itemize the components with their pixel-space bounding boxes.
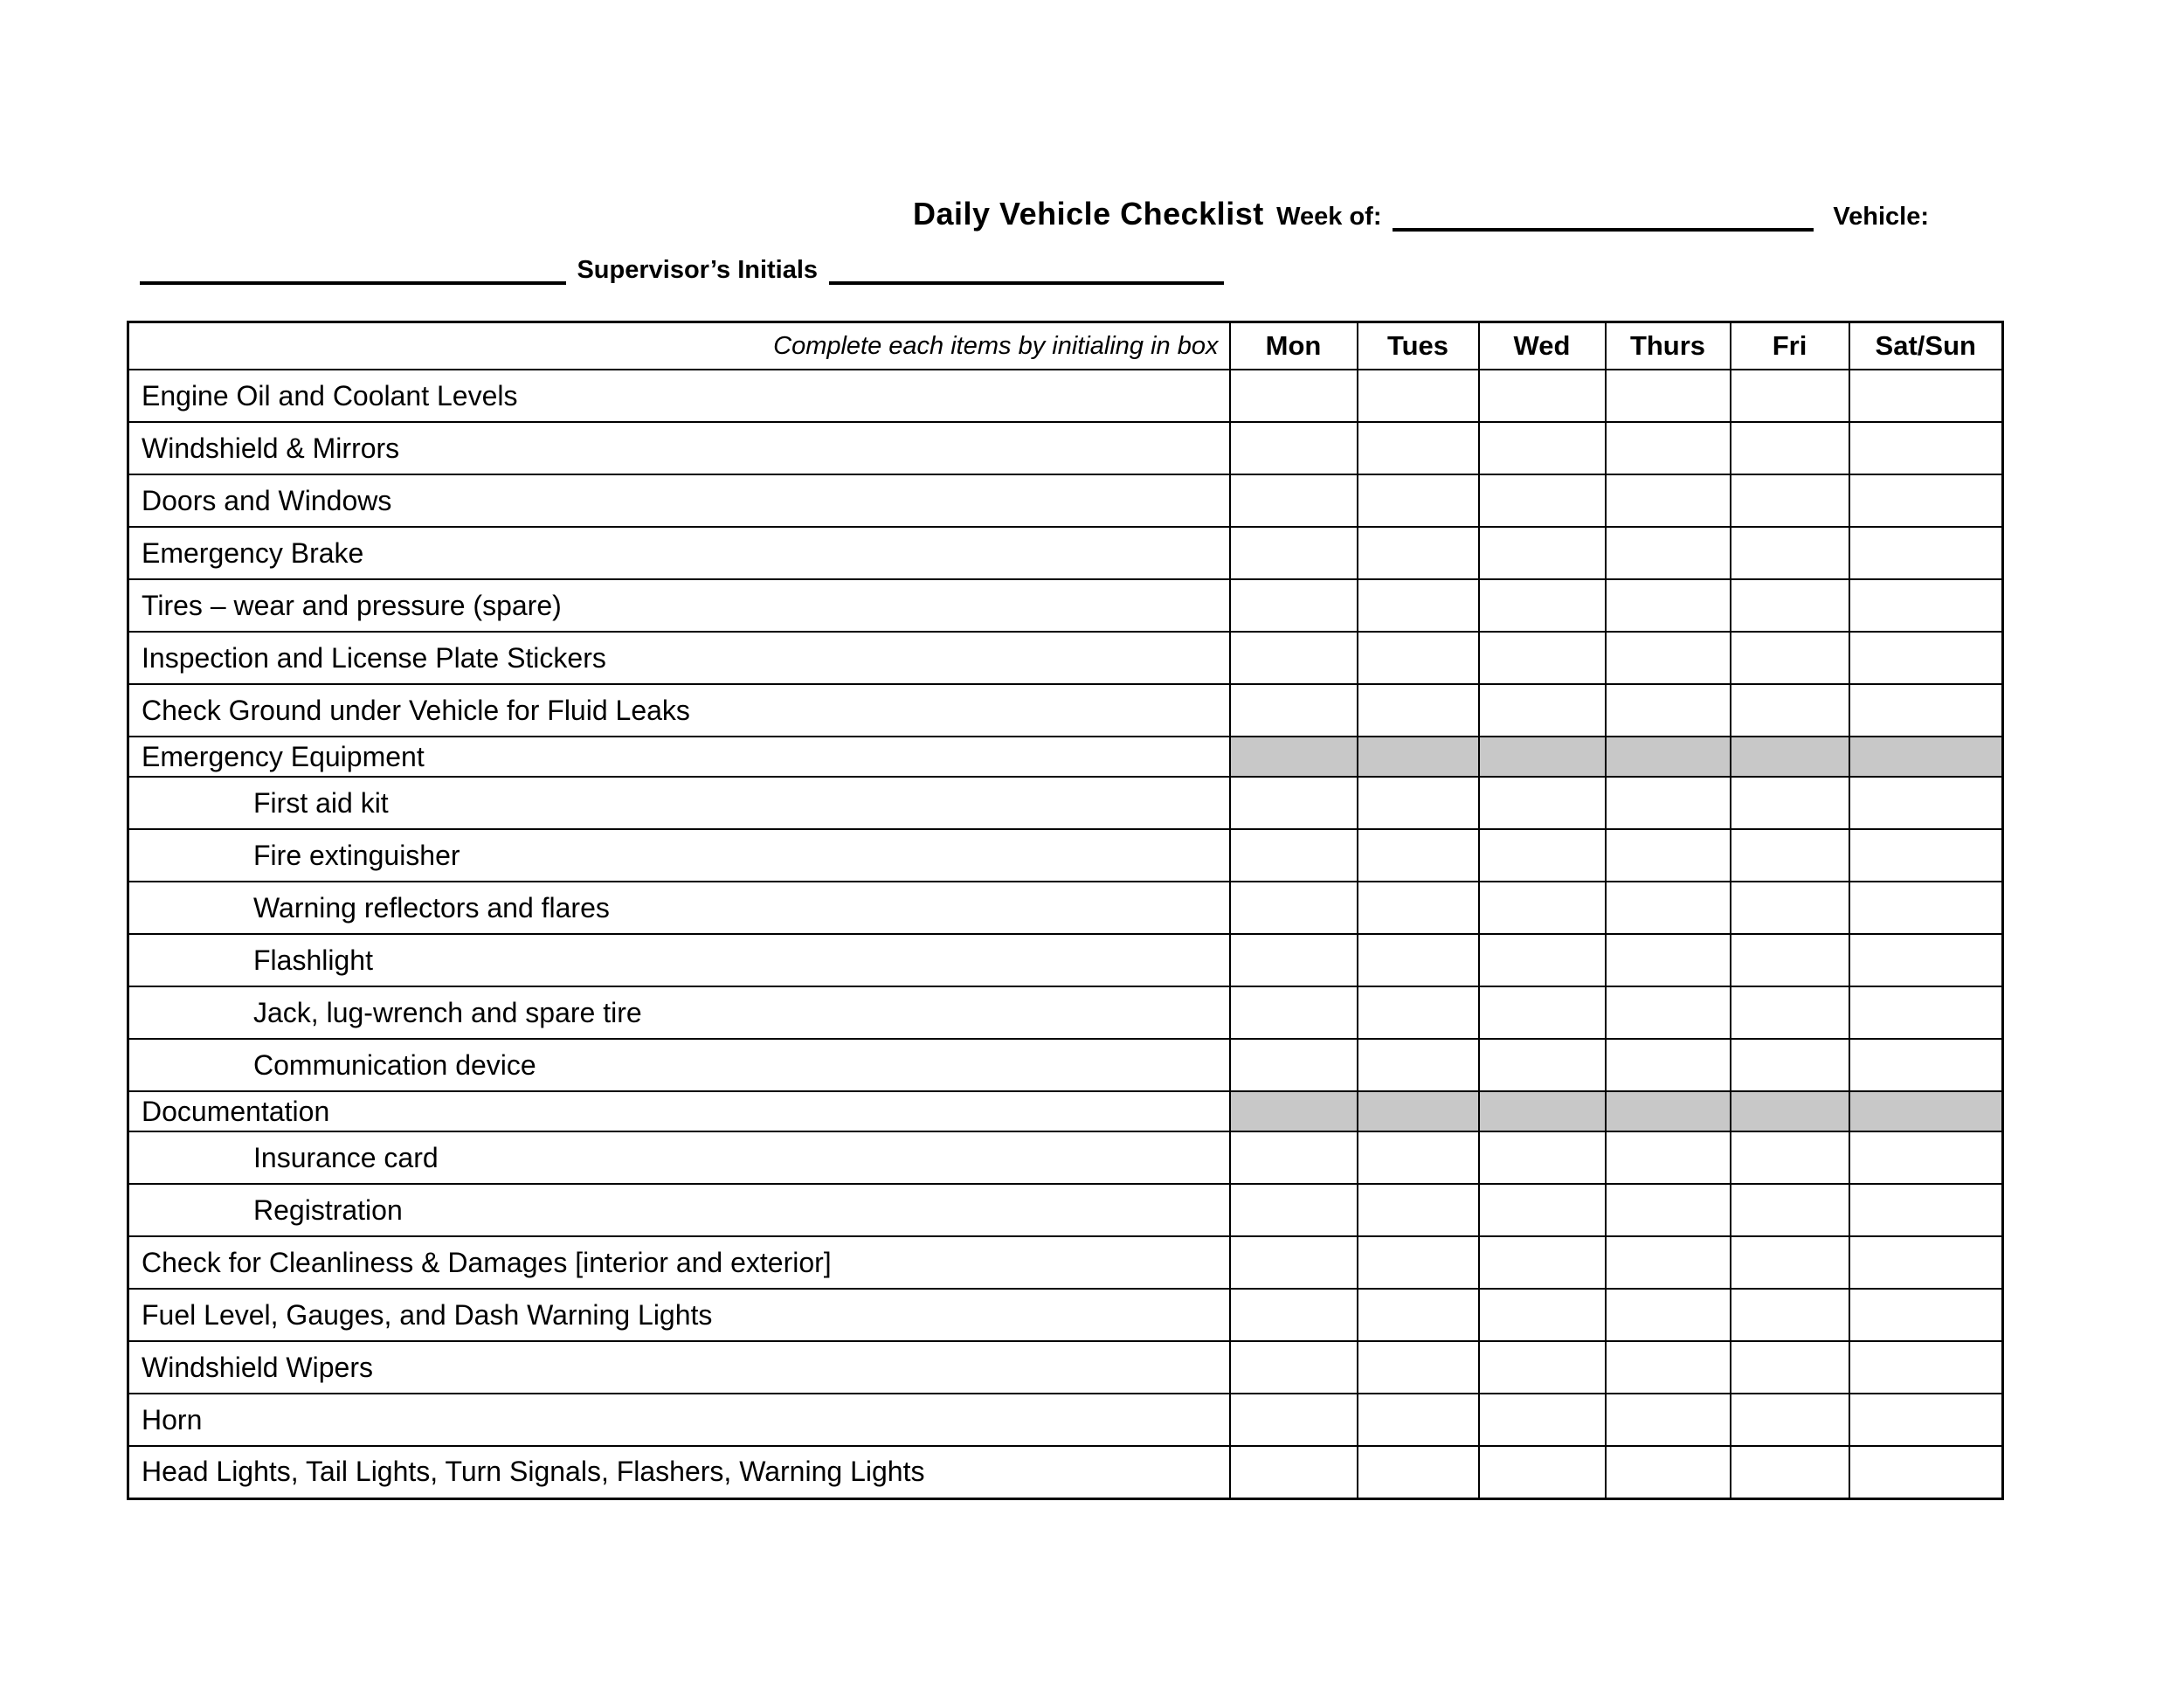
day-header-mon: Mon (1230, 322, 1358, 370)
initial-cell-fuel-level-gauges-and-dash-warning-lights-sat-sun[interactable] (1849, 1289, 2003, 1341)
initial-cell-inspection-and-license-plate-stickers-fri[interactable] (1731, 632, 1849, 684)
initial-cell-jack-lug-wrench-and-spare-tire-thurs[interactable] (1606, 986, 1731, 1039)
initial-cell-communication-device-fri[interactable] (1731, 1039, 1849, 1091)
item-label: Fuel Level, Gauges, and Dash Warning Lights (128, 1289, 1230, 1341)
item-label: Tires – wear and pressure (spare) (128, 579, 1230, 632)
section-shaded-cell-wed (1479, 737, 1606, 777)
table-row-check-for-cleanliness-damages-interior-and-exterior (128, 1236, 2003, 1289)
initial-cell-flashlight-mon[interactable] (1230, 934, 1358, 986)
initial-cell-insurance-card-sat-sun[interactable] (1849, 1131, 2003, 1184)
initial-cell-head-lights-tail-lights-turn-signals-flashers-warning-lights-mon[interactable] (1230, 1446, 1358, 1498)
page-title: Daily Vehicle Checklist (913, 196, 1264, 232)
initial-cell-warning-reflectors-and-flares-fri[interactable] (1731, 882, 1849, 934)
initial-cell-first-aid-kit-thurs[interactable] (1606, 777, 1731, 829)
initial-cell-jack-lug-wrench-and-spare-tire-fri[interactable] (1731, 986, 1849, 1039)
initial-cell-fire-extinguisher-tues[interactable] (1358, 829, 1479, 882)
initial-cell-first-aid-kit-fri[interactable] (1731, 777, 1849, 829)
initial-cell-jack-lug-wrench-and-spare-tire-tues[interactable] (1358, 986, 1479, 1039)
item-label: Emergency Equipment (128, 737, 1230, 777)
day-header-wed: Wed (1479, 322, 1606, 370)
item-label: Check Ground under Vehicle for Fluid Leaks (128, 684, 1230, 737)
item-label: Warning reflectors and flares (128, 882, 1230, 934)
item-label: Communication device (128, 1039, 1230, 1091)
initial-cell-emergency-brake-wed[interactable] (1479, 527, 1606, 579)
initial-cell-check-for-cleanliness-damages-interior-and-exterior-mon[interactable] (1230, 1236, 1358, 1289)
section-shaded-cell-fri (1731, 1091, 1849, 1131)
initial-cell-windshield-wipers-mon[interactable] (1230, 1341, 1358, 1394)
item-label: Check for Cleanliness & Damages [interior and exterior] (128, 1236, 1230, 1289)
initial-cell-check-ground-under-vehicle-for-fluid-leaks-mon[interactable] (1230, 684, 1358, 737)
item-label: Horn (128, 1394, 1230, 1446)
initial-cell-inspection-and-license-plate-stickers-thurs[interactable] (1606, 632, 1731, 684)
initial-cell-fire-extinguisher-thurs[interactable] (1606, 829, 1731, 882)
initial-cell-registration-thurs[interactable] (1606, 1184, 1731, 1236)
initial-cell-doors-and-windows-thurs[interactable] (1606, 474, 1731, 527)
table-instruction: Complete each items by initialing in box (128, 322, 1230, 370)
initial-cell-communication-device-sat-sun[interactable] (1849, 1039, 2003, 1091)
initial-cell-fuel-level-gauges-and-dash-warning-lights-tues[interactable] (1358, 1289, 1479, 1341)
initial-cell-fuel-level-gauges-and-dash-warning-lights-mon[interactable] (1230, 1289, 1358, 1341)
initial-cell-communication-device-mon[interactable] (1230, 1039, 1358, 1091)
checklist-table (127, 321, 2004, 1500)
initial-cell-horn-tues[interactable] (1358, 1394, 1479, 1446)
initial-cell-warning-reflectors-and-flares-sat-sun[interactable] (1849, 882, 2003, 934)
week-of-blank-field[interactable] (1393, 228, 1814, 232)
table-row-head-lights-tail-lights-turn-signals-flashers-warning-lights (128, 1446, 2003, 1498)
section-shaded-cell-thurs (1606, 1091, 1731, 1131)
item-label: Windshield Wipers (128, 1341, 1230, 1394)
item-label: Insurance card (128, 1131, 1230, 1184)
initial-cell-communication-device-wed[interactable] (1479, 1039, 1606, 1091)
initial-cell-insurance-card-mon[interactable] (1230, 1131, 1358, 1184)
initial-cell-tires-wear-and-pressure-spare-tues[interactable] (1358, 579, 1479, 632)
initial-cell-tires-wear-and-pressure-spare-thurs[interactable] (1606, 579, 1731, 632)
initial-cell-registration-fri[interactable] (1731, 1184, 1849, 1236)
table-row-jack-lug-wrench-and-spare-tire (128, 986, 2003, 1039)
initial-cell-horn-thurs[interactable] (1606, 1394, 1731, 1446)
day-header-fri: Fri (1731, 322, 1849, 370)
initial-cell-fuel-level-gauges-and-dash-warning-lights-fri[interactable] (1731, 1289, 1849, 1341)
initial-cell-check-ground-under-vehicle-for-fluid-leaks-tues[interactable] (1358, 684, 1479, 737)
initial-cell-windshield-mirrors-wed[interactable] (1479, 422, 1606, 474)
item-label: Engine Oil and Coolant Levels (128, 370, 1230, 422)
initial-cell-doors-and-windows-mon[interactable] (1230, 474, 1358, 527)
initial-cell-engine-oil-and-coolant-levels-wed[interactable] (1479, 370, 1606, 422)
table-row-flashlight (128, 934, 2003, 986)
item-label: Inspection and License Plate Stickers (128, 632, 1230, 684)
initial-cell-check-for-cleanliness-damages-interior-and-exterior-wed[interactable] (1479, 1236, 1606, 1289)
initial-cell-registration-wed[interactable] (1479, 1184, 1606, 1236)
item-label: Head Lights, Tail Lights, Turn Signals, Flashers, Warning Lights (128, 1446, 1230, 1498)
initial-cell-warning-reflectors-and-flares-thurs[interactable] (1606, 882, 1731, 934)
initial-cell-engine-oil-and-coolant-levels-fri[interactable] (1731, 370, 1849, 422)
item-label: Registration (128, 1184, 1230, 1236)
item-label: Flashlight (128, 934, 1230, 986)
initial-cell-fuel-level-gauges-and-dash-warning-lights-thurs[interactable] (1606, 1289, 1731, 1341)
initial-cell-registration-sat-sun[interactable] (1849, 1184, 2003, 1236)
initial-cell-emergency-brake-thurs[interactable] (1606, 527, 1731, 579)
initial-cell-tires-wear-and-pressure-spare-wed[interactable] (1479, 579, 1606, 632)
initial-cell-warning-reflectors-and-flares-tues[interactable] (1358, 882, 1479, 934)
initial-cell-registration-tues[interactable] (1358, 1184, 1479, 1236)
section-shaded-cell-tues (1358, 737, 1479, 777)
initial-cell-engine-oil-and-coolant-levels-tues[interactable] (1358, 370, 1479, 422)
section-shaded-cell-mon (1230, 737, 1358, 777)
week-of-label: Week of: (1276, 203, 1382, 231)
initial-cell-check-for-cleanliness-damages-interior-and-exterior-tues[interactable] (1358, 1236, 1479, 1289)
initial-cell-check-ground-under-vehicle-for-fluid-leaks-wed[interactable] (1479, 684, 1606, 737)
initial-cell-horn-wed[interactable] (1479, 1394, 1606, 1446)
day-header-sat-sun: Sat/Sun (1849, 322, 2003, 370)
initial-cell-flashlight-sat-sun[interactable] (1849, 934, 2003, 986)
day-header-tues: Tues (1358, 322, 1479, 370)
section-shaded-cell-fri (1731, 737, 1849, 777)
initial-cell-doors-and-windows-fri[interactable] (1731, 474, 1849, 527)
initial-cell-inspection-and-license-plate-stickers-tues[interactable] (1358, 632, 1479, 684)
section-shaded-cell-tues (1358, 1091, 1479, 1131)
initial-cell-windshield-wipers-wed[interactable] (1479, 1341, 1606, 1394)
initial-cell-flashlight-fri[interactable] (1731, 934, 1849, 986)
initial-cell-insurance-card-tues[interactable] (1358, 1131, 1479, 1184)
initial-cell-inspection-and-license-plate-stickers-mon[interactable] (1230, 632, 1358, 684)
vehicle-label: Vehicle: (1833, 203, 1930, 231)
item-label: Documentation (128, 1091, 1230, 1131)
table-row-communication-device (128, 1039, 2003, 1091)
initial-cell-head-lights-tail-lights-turn-signals-flashers-warning-lights-thurs[interactable] (1606, 1446, 1731, 1498)
item-label: Jack, lug-wrench and spare tire (128, 986, 1230, 1039)
table-row-insurance-card (128, 1131, 2003, 1184)
item-label: Emergency Brake (128, 527, 1230, 579)
initial-cell-check-for-cleanliness-damages-interior-and-exterior-fri[interactable] (1731, 1236, 1849, 1289)
initial-cell-inspection-and-license-plate-stickers-wed[interactable] (1479, 632, 1606, 684)
initial-cell-head-lights-tail-lights-turn-signals-flashers-warning-lights-sat-sun[interactable] (1849, 1446, 2003, 1498)
initial-cell-jack-lug-wrench-and-spare-tire-sat-sun[interactable] (1849, 986, 2003, 1039)
initial-cell-fire-extinguisher-sat-sun[interactable] (1849, 829, 2003, 882)
initial-cell-first-aid-kit-mon[interactable] (1230, 777, 1358, 829)
initial-cell-windshield-mirrors-mon[interactable] (1230, 422, 1358, 474)
initial-cell-head-lights-tail-lights-turn-signals-flashers-warning-lights-fri[interactable] (1731, 1446, 1849, 1498)
initial-cell-first-aid-kit-sat-sun[interactable] (1849, 777, 2003, 829)
table-row-fuel-level-gauges-and-dash-warning-lights (128, 1289, 2003, 1341)
initial-cell-check-for-cleanliness-damages-interior-and-exterior-thurs[interactable] (1606, 1236, 1731, 1289)
table-row-horn (128, 1394, 2003, 1446)
section-shaded-cell-wed (1479, 1091, 1606, 1131)
initial-cell-windshield-mirrors-thurs[interactable] (1606, 422, 1731, 474)
initial-cell-fire-extinguisher-wed[interactable] (1479, 829, 1606, 882)
initial-cell-windshield-mirrors-tues[interactable] (1358, 422, 1479, 474)
initial-cell-first-aid-kit-wed[interactable] (1479, 777, 1606, 829)
initial-cell-doors-and-windows-sat-sun[interactable] (1849, 474, 2003, 527)
initial-cell-windshield-wipers-thurs[interactable] (1606, 1341, 1731, 1394)
item-label: First aid kit (128, 777, 1230, 829)
initial-cell-fuel-level-gauges-and-dash-warning-lights-wed[interactable] (1479, 1289, 1606, 1341)
section-row-emergency-equipment (128, 737, 2003, 777)
initial-cell-emergency-brake-fri[interactable] (1731, 527, 1849, 579)
initial-cell-engine-oil-and-coolant-levels-mon[interactable] (1230, 370, 1358, 422)
table-row-first-aid-kit (128, 777, 2003, 829)
item-label: Windshield & Mirrors (128, 422, 1230, 474)
initial-cell-flashlight-thurs[interactable] (1606, 934, 1731, 986)
initial-cell-tires-wear-and-pressure-spare-mon[interactable] (1230, 579, 1358, 632)
initial-cell-fire-extinguisher-fri[interactable] (1731, 829, 1849, 882)
initial-cell-warning-reflectors-and-flares-wed[interactable] (1479, 882, 1606, 934)
initial-cell-inspection-and-license-plate-stickers-sat-sun[interactable] (1849, 632, 2003, 684)
initial-cell-communication-device-thurs[interactable] (1606, 1039, 1731, 1091)
section-row-documentation (128, 1091, 2003, 1131)
initial-cell-insurance-card-thurs[interactable] (1606, 1131, 1731, 1184)
initial-cell-emergency-brake-mon[interactable] (1230, 527, 1358, 579)
initial-cell-emergency-brake-tues[interactable] (1358, 527, 1479, 579)
initial-cell-communication-device-tues[interactable] (1358, 1039, 1479, 1091)
form-header-line2 (140, 252, 1231, 293)
section-shaded-cell-thurs (1606, 737, 1731, 777)
initial-cell-windshield-wipers-fri[interactable] (1731, 1341, 1849, 1394)
initial-cell-check-ground-under-vehicle-for-fluid-leaks-fri[interactable] (1731, 684, 1849, 737)
initial-cell-engine-oil-and-coolant-levels-sat-sun[interactable] (1849, 370, 2003, 422)
initial-cell-horn-sat-sun[interactable] (1849, 1394, 2003, 1446)
initial-cell-windshield-mirrors-sat-sun[interactable] (1849, 422, 2003, 474)
table-row-registration (128, 1184, 2003, 1236)
initial-cell-jack-lug-wrench-and-spare-tire-mon[interactable] (1230, 986, 1358, 1039)
section-shaded-cell-sat-sun (1849, 1091, 2003, 1131)
table-row-windshield-mirrors (128, 422, 2003, 474)
supervisor-initials-blank-field[interactable] (829, 281, 1224, 285)
initial-cell-engine-oil-and-coolant-levels-thurs[interactable] (1606, 370, 1731, 422)
item-label: Doors and Windows (128, 474, 1230, 527)
initial-cell-check-ground-under-vehicle-for-fluid-leaks-thurs[interactable] (1606, 684, 1731, 737)
initial-cell-first-aid-kit-tues[interactable] (1358, 777, 1479, 829)
table-row-fire-extinguisher (128, 829, 2003, 882)
table-row-tires-wear-and-pressure-spare (128, 579, 2003, 632)
initial-cell-horn-fri[interactable] (1731, 1394, 1849, 1446)
initial-cell-flashlight-wed[interactable] (1479, 934, 1606, 986)
initial-cell-registration-mon[interactable] (1230, 1184, 1358, 1236)
initial-cell-windshield-wipers-tues[interactable] (1358, 1341, 1479, 1394)
initial-cell-windshield-wipers-sat-sun[interactable] (1849, 1341, 2003, 1394)
initial-cell-check-ground-under-vehicle-for-fluid-leaks-sat-sun[interactable] (1849, 684, 2003, 737)
initial-cell-insurance-card-fri[interactable] (1731, 1131, 1849, 1184)
table-row-warning-reflectors-and-flares (128, 882, 2003, 934)
section-shaded-cell-sat-sun (1849, 737, 2003, 777)
initial-cell-doors-and-windows-tues[interactable] (1358, 474, 1479, 527)
initial-cell-tires-wear-and-pressure-spare-fri[interactable] (1731, 579, 1849, 632)
form-header-line1 (913, 196, 1929, 239)
supervisor-initials-label: Supervisor’s Initials (577, 256, 819, 284)
initial-cell-windshield-mirrors-fri[interactable] (1731, 422, 1849, 474)
section-shaded-cell-mon (1230, 1091, 1358, 1131)
table-row-engine-oil-and-coolant-levels (128, 370, 2003, 422)
initial-cell-head-lights-tail-lights-turn-signals-flashers-warning-lights-wed[interactable] (1479, 1446, 1606, 1498)
table-row-emergency-brake (128, 527, 2003, 579)
initial-cell-flashlight-tues[interactable] (1358, 934, 1479, 986)
initial-cell-emergency-brake-sat-sun[interactable] (1849, 527, 2003, 579)
initial-cell-doors-and-windows-wed[interactable] (1479, 474, 1606, 527)
table-header-row (128, 322, 2003, 370)
initial-cell-jack-lug-wrench-and-spare-tire-wed[interactable] (1479, 986, 1606, 1039)
day-header-thurs: Thurs (1606, 322, 1731, 370)
initial-cell-tires-wear-and-pressure-spare-sat-sun[interactable] (1849, 579, 2003, 632)
initial-cell-horn-mon[interactable] (1230, 1394, 1358, 1446)
table-row-inspection-and-license-plate-stickers (128, 632, 2003, 684)
initial-cell-head-lights-tail-lights-turn-signals-flashers-warning-lights-tues[interactable] (1358, 1446, 1479, 1498)
initial-cell-warning-reflectors-and-flares-mon[interactable] (1230, 882, 1358, 934)
table-row-doors-and-windows (128, 474, 2003, 527)
table-row-windshield-wipers (128, 1341, 2003, 1394)
initial-cell-check-for-cleanliness-damages-interior-and-exterior-sat-sun[interactable] (1849, 1236, 2003, 1289)
item-label: Fire extinguisher (128, 829, 1230, 882)
initial-cell-fire-extinguisher-mon[interactable] (1230, 829, 1358, 882)
vehicle-blank-field[interactable] (140, 281, 566, 285)
initial-cell-insurance-card-wed[interactable] (1479, 1131, 1606, 1184)
table-row-check-ground-under-vehicle-for-fluid-leaks (128, 684, 2003, 737)
